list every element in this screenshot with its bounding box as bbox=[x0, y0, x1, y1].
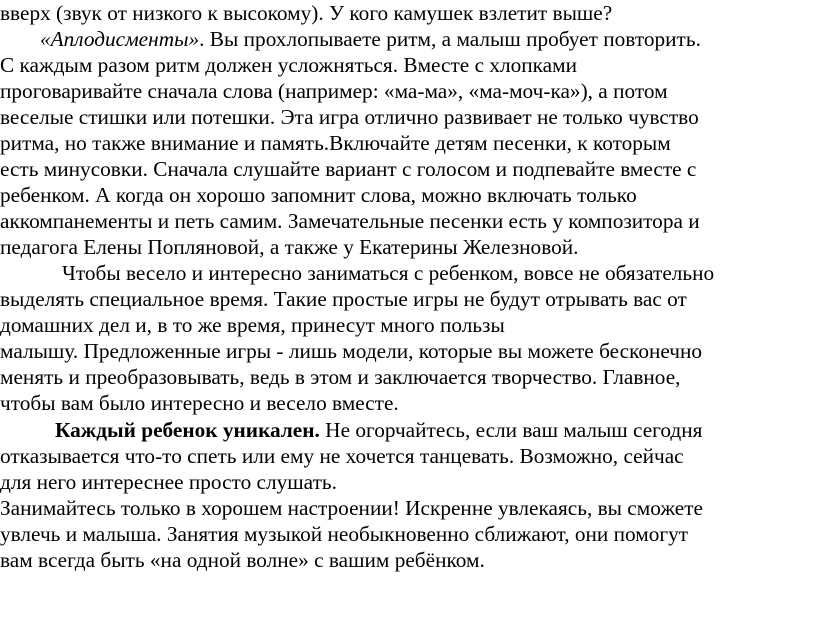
text-line-4: проговаривайте сначала слова (например: «ма-ма», «ма-моч-ка»), а потом bbox=[0, 79, 668, 103]
bold-heading-unique-child: Каждый ребенок уникален. bbox=[55, 418, 320, 442]
text-line-14: малышу. Предложенные игры - лишь модели, которые вы можете бесконечно bbox=[0, 339, 703, 363]
text-line-22: вам всегда быть «на одной волне» с вашим ребёнком. bbox=[0, 548, 485, 572]
text-line-6: ритма, но также внимание и память.Включайте детям песенки, к которым bbox=[0, 131, 671, 155]
text-line-17-rest: Не огорчайтесь, если ваш малыш сегодня bbox=[319, 418, 703, 442]
text-line-10: педагога Елены Попляновой, а также у Екатерины Железновой. bbox=[0, 235, 579, 259]
text-line-17 bbox=[55, 417, 702, 443]
text-line-19: для него интереснее просто слушать. bbox=[0, 470, 337, 494]
text-line-1: вверх (звук от низкого к высокому). У кого камушек взлетит выше? bbox=[0, 1, 613, 25]
text-line-8: ребенком. А когда он хорошо запомнит слова, можно включать только bbox=[0, 183, 637, 207]
text-line-3: С каждым разом ритм должен усложняться. Вместе с хлопками bbox=[0, 53, 578, 77]
text-line-12: выделять специальное время. Такие простые игры не будут отрывать вас от bbox=[0, 287, 687, 311]
text-line-5: веселые стишки или потешки. Эта игра отлично развивает не только чувство bbox=[0, 105, 699, 129]
text-line-2 bbox=[40, 26, 701, 52]
text-line-9: аккомпанементы и петь самим. Замечательные песенки есть у композитора и bbox=[0, 209, 700, 233]
game-title-applause: «Аплодисменты» bbox=[40, 27, 200, 51]
text-line-16: чтобы вам было интересно и весело вместе. bbox=[0, 391, 399, 415]
text-line-13: домашних дел и, в то же время, принесут много пользы bbox=[0, 313, 505, 337]
text-line-18: отказывается что-то спеть или ему не хочется танцевать. Возможно, сейчас bbox=[0, 444, 684, 468]
text-line-11: Чтобы весело и интересно заниматься с ребенком, вовсе не обязательно bbox=[62, 261, 715, 285]
text-line-21: увлечь и малыша. Занятия музыкой необыкновенно сближают, они помогут bbox=[0, 522, 689, 546]
text-line-2-rest: . Вы прохлопываете ритм, а малыш пробует повторить. bbox=[199, 27, 701, 51]
text-line-15: менять и преобразовывать, ведь в этом и заключается творчество. Главное, bbox=[0, 365, 681, 389]
text-line-7: есть минусовки. Сначала слушайте вариант с голосом и подпевайте вместе с bbox=[0, 157, 697, 181]
text-line-20: Занимайтесь только в хорошем настроении! Искренне увлекаясь, вы сможете bbox=[0, 496, 703, 520]
